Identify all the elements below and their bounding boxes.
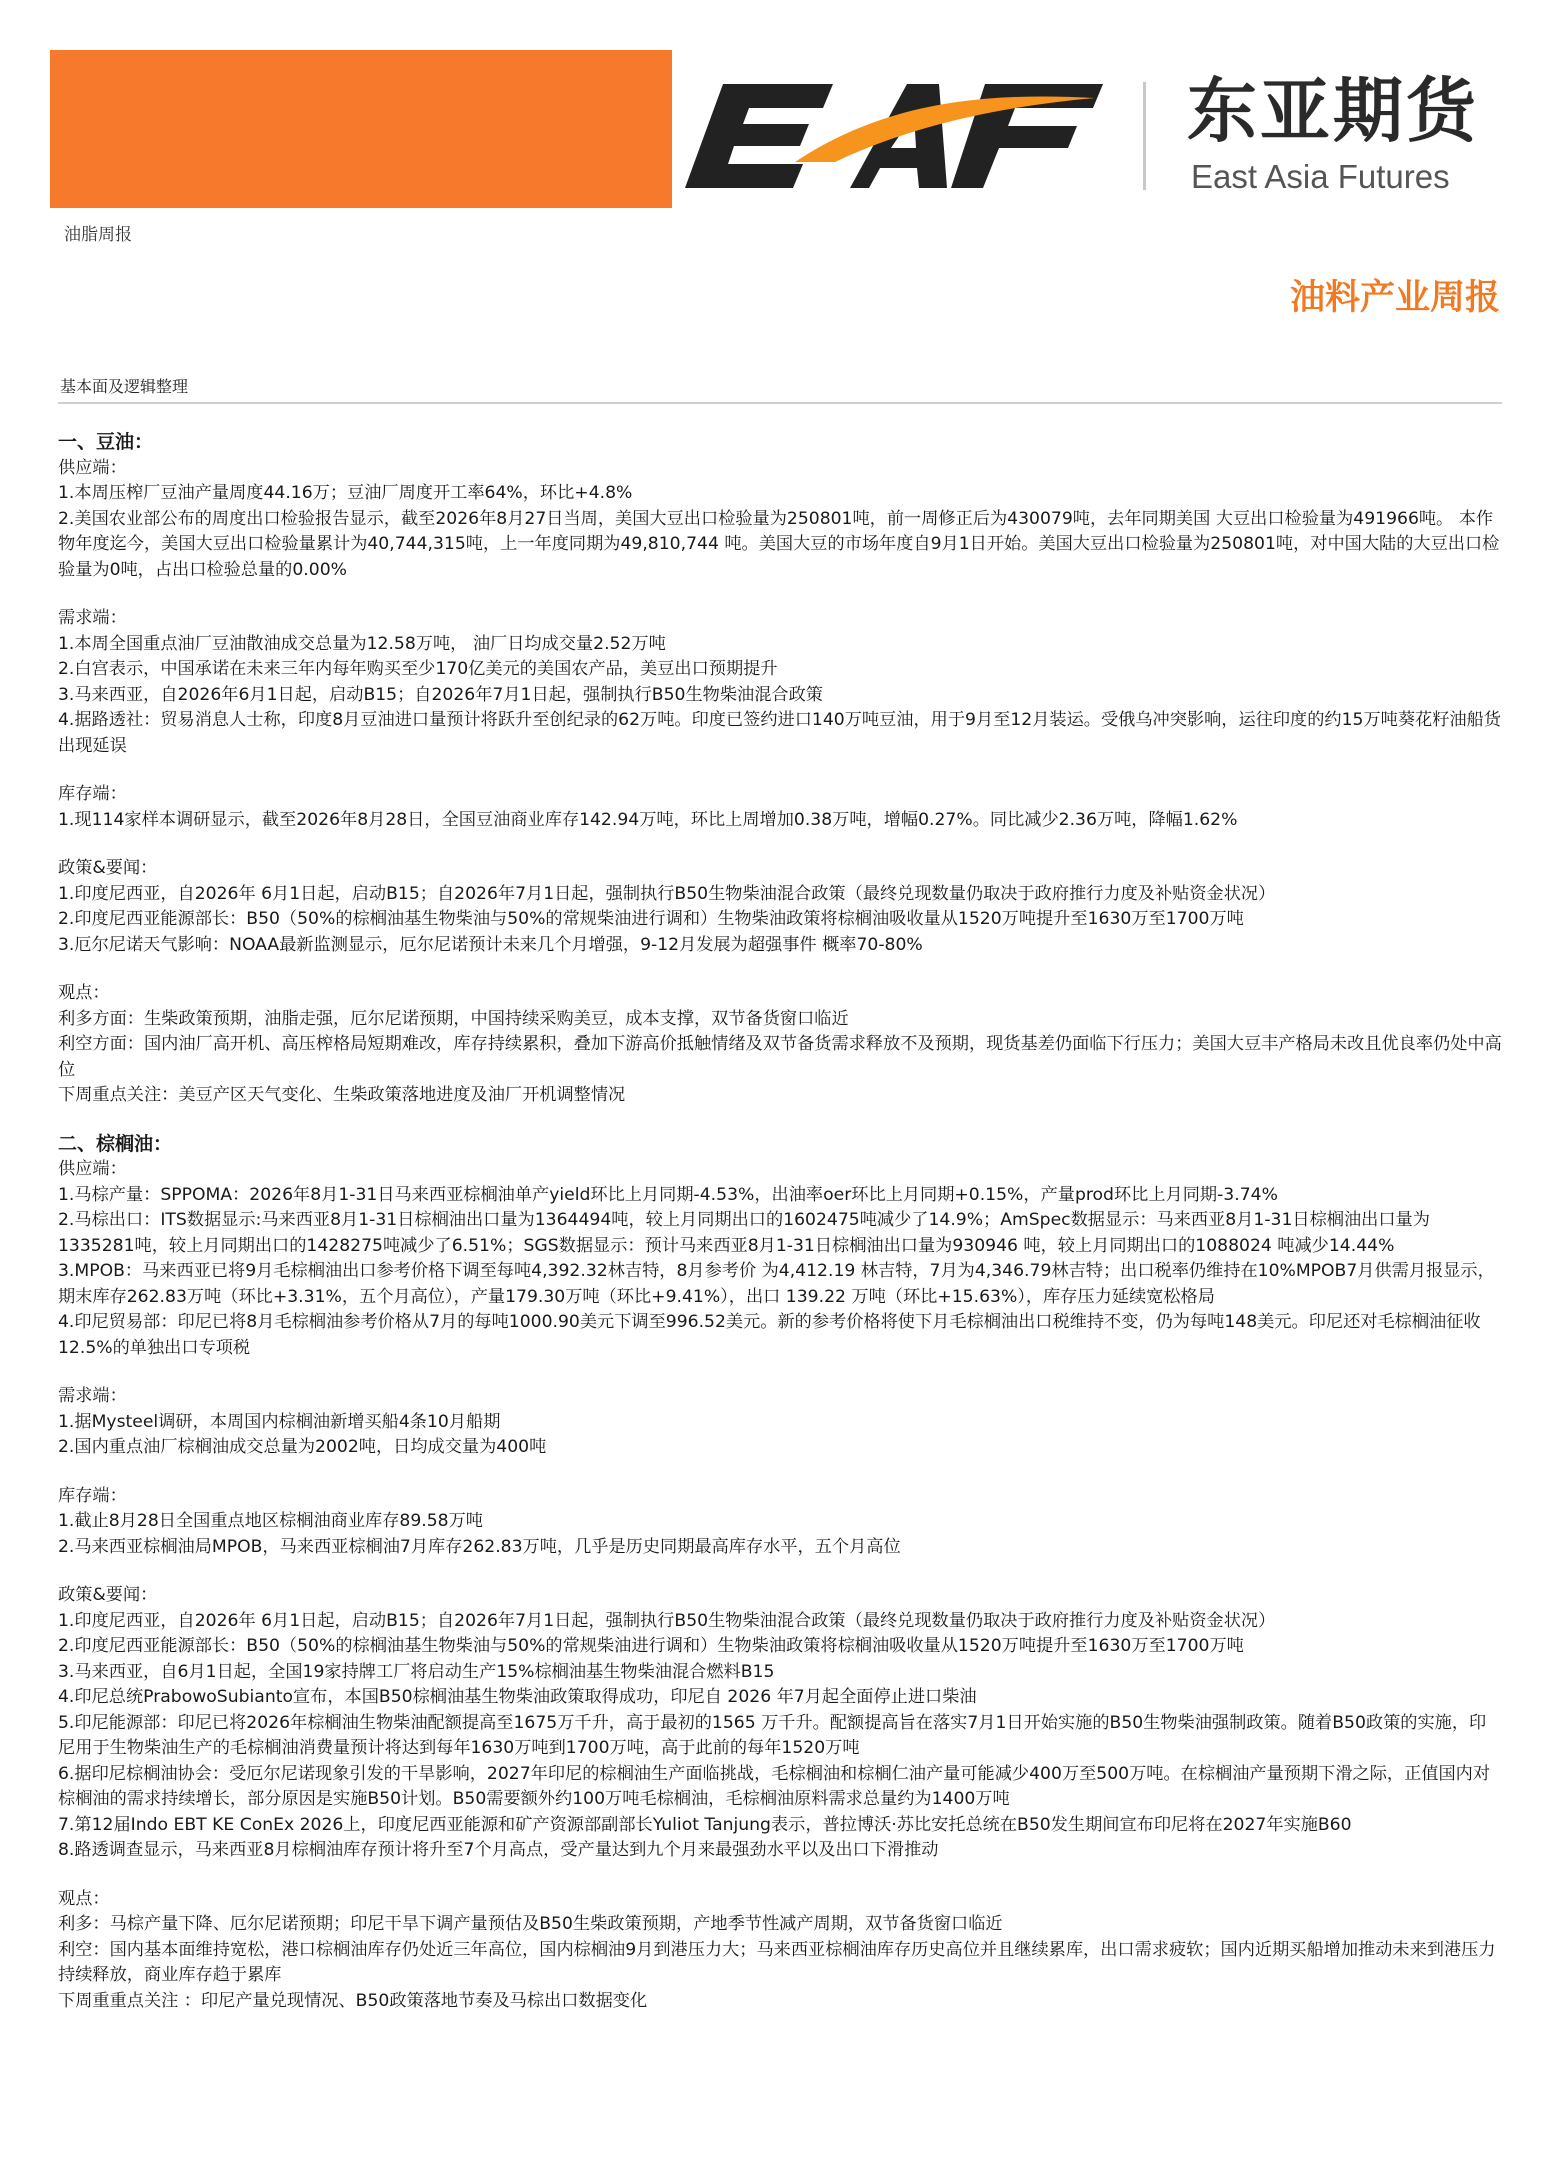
content-line: 1.印度尼西亚，自2026年 6月1日起，启动B15；自2026年7月1日起，强制执行B50生物柴油混合政策（最终兑现数量仍取决于政府推行力度及补贴资金状况） [58,1610,1276,1631]
content-line: 3.MPOB：马来西亚已将9月毛棕榈油出口参考价格下调至每吨4,392.32林吉特，8月参考价 为4,412.19 林吉特，7月为4,346.79林吉特；出口税率仍维持在10%MPOB7月供需月报显示， 期末库存262.83万吨（环比+3.31%，五个月高位），产量179.30万吨（环比+9.41%），出口 139.22 万吨（环比+15.63%），库存压力延续宽松格局 [58,1261,1495,1307]
content-line: 1.本周压榨厂豆油产量周度44.16万；豆油厂周度开工率64%，环比+4.8% [58,483,633,503]
group-label: 供应端： [58,1159,127,1179]
content-line: 3.厄尔尼诺天气影响：NOAA最新监测显示，厄尔尼诺预计未来几个月增强，9-12月发展为超强事件 概率70-80% [58,934,923,955]
content-line: 8.路透调查显示，马来西亚8月棕榈油库存预计将升至7个月高点，受产量达到九个月来最强劲水平以及出口下滑推动 [58,1840,939,1860]
content-line: 6.据印尼棕榈油协会：受厄尔尼诺现象引发的干旱影响，2027年印尼的棕榈油生产面临挑战，毛棕榈油和棕榈仁油产量可能减少400万至500万吨。在棕榈油产量预期下滑之际，正值国内对棕榈油的需求持续增长，部分原因是实施B50计划。B50需要额外约100万吨毛棕榈油，毛棕榈油原料需求总量约为1400万吨 [58,1763,1491,1809]
content-line: 4.印尼总统PrabowoSubianto宣布，本国B50棕榈油基生物柴油政策取得成功，印尼自 2026 年7月起全面停止进口柴油 [58,1687,977,1707]
content-line: 2.马棕出口：ITS数据显示:马来西亚8月1-31日棕榈油出口量为1364494吨，较上月同期出口的1602475吨减少了14.9%；AmSpec数据显示：马来西亚8月1-31日棕榈油出口量为1335281吨，较上月同期出口的1428275吨减少了6.51%；SGS数据显示：预计马来西亚8月1-31日棕榈油出口量为930946 吨，较上月同期出口的1088024 吨减少14.44% [58,1210,1430,1256]
content-line: 1.本周全国重点油厂豆油散油成交总量为12.58万吨， 油厂日均成交量2.52万吨 [58,633,666,654]
content-group [58,1484,1502,1561]
content-line: 下周重点关注：美豆产区天气变化、生柴政策落地进度及油厂开机调整情况 [58,1085,626,1105]
content-line: 利多：马棕产量下降、厄尔尼诺预期；印尼干旱下调产量预估及B50生柴政策预期，产地季节性减产周期，双节备货窗口临近 [58,1914,1003,1934]
group-label: 供应端： [58,457,127,478]
content-line: 1.印度尼西亚，自2026年 6月1日起，启动B15；自2026年7月1日起，强制执行B50生物柴油混合政策（最终兑现数量仍取决于政府推行力度及补贴资金状况） [58,883,1276,904]
content-group [58,856,1502,958]
section-title: 一、豆油： [58,431,154,453]
header-orange-block [50,50,672,208]
report-section [58,1132,1502,2015]
content-line: 下周重重点关注 ：印尼产量兑现情况、B50政策落地节奏及马棕出口数据变化 [58,1990,648,2011]
content-line: 2.白宫表示，中国承诺在未来三年内每年购买至少170亿美元的美国农产品，美豆出口预期提升 [58,659,778,679]
group-label: 库存端： [58,1485,127,1506]
group-label: 需求端： [58,608,127,628]
content-line: 2.马来西亚棕榈油局MPOB，马来西亚棕榈油7月库存262.83万吨，几乎是历史同期最高库存水平，五个月高位 [58,1536,901,1557]
content-group [58,606,1502,759]
content-group [58,1583,1502,1864]
content-group [58,981,1502,1109]
content-line: 4.印尼贸易部：印尼已将8月毛棕榈油参考价格从7月的每吨1000.90美元下调至996.52美元。新的参考价格将使下月毛棕榈油出口税维持不变，仍为每吨148美元。印尼还对毛棕榈油征收12.5%的单独出口专项税 [58,1312,1481,1358]
group-label: 观点： [58,983,110,1003]
group-label: 库存端： [58,784,127,804]
content-line: 1.现114家样本调研显示，截至2026年8月28日，全国豆油商业库存142.94万吨，环比上周增加0.38万吨，增幅0.27%。同比减少2.36万吨，降幅1.62% [58,809,1238,830]
content-line: 2.印度尼西亚能源部长：B50（50%的棕榈油基生物柴油与50%的常规柴油进行调和）生物柴油政策将棕榈油吸收量从1520万吨提升至1630万至1700万吨 [58,909,1244,929]
logo-english-name: East Asia Futures [1191,158,1450,195]
content-group [58,1157,1502,1361]
logo-divider [1143,82,1146,190]
content-group [58,782,1502,833]
logo-chinese-name: 东亚期货 [1187,70,1479,152]
group-label: 观点： [58,1888,110,1909]
content-line: 2.美国农业部公布的周度出口检验报告显示，截至2026年8月27日当周，美国大豆出口检验量为250801吨，前一周修正后为430079吨，去年同期美国 大豆出口检验量为491966吨。 本作物年度迄今，美国大豆出口检验量累计为40,744,315吨，上一年度同期为49,810,744 吨。美国大豆的市场年度自9月1日开始。美国大豆出口检验量为250801吨，对中国大陆的大豆出口检验量为0吨，占出口检验总量的0.00% [58,508,1500,580]
content-line: 1.截止8月28日全国重点地区棕榈油商业库存89.58万吨 [58,1511,483,1531]
content-line: 2.国内重点油厂棕榈油成交总量为2002吨，日均成交量为400吨 [58,1437,547,1457]
content-line: 2.印度尼西亚能源部长：B50（50%的棕榈油基生物柴油与50%的常规柴油进行调和）生物柴油政策将棕榈油吸收量从1520万吨提升至1630万至1700万吨 [58,1636,1244,1656]
divider-line [58,402,1502,404]
content-group [58,1887,1502,2015]
group-label: 政策&要闻： [58,1585,158,1605]
content-group [58,456,1502,584]
report-category: 油脂周报 [64,225,132,245]
content-line: 利空：国内基本面维持宽松，港口棕榈油库存仍处近三年高位，国内棕榈油9月到港压力大；马来西亚棕榈油库存历史高位并且继续累库，出口需求疲软；国内近期买船增加推动未来到港压力持续释放，商业库存趋于累库 [58,1939,1496,1985]
content-line: 5.印尼能源部：印尼已将2026年棕榈油生物柴油配额提高至1675万千升，高于最初的1565 万千升。配额提高旨在落实7月1日开始实施的B50生物柴油强制政策。随着B50政策的实施，印尼用于生物柴油生产的毛棕榈油消费量预计将达到每年1630万吨到1700万吨，高于此前的每年1520万吨 [58,1712,1487,1758]
content-line: 4.据路透社：贸易消息人士称，印度8月豆油进口量预计将跃升至创纪录的62万吨。印度已签约进口140万吨豆油，用于9月至12月装运。受俄乌冲突影响，运往印度的约15万吨葵花籽油船货出现延误 [58,710,1501,756]
content-line: 3.马来西亚，自2026年6月1日起，启动B15；自2026年7月1日起，强制执行B50生物柴油混合政策 [58,684,823,705]
section-subtitle: 基本面及逻辑整理 [60,377,189,396]
content-line: 3.马来西亚，自6月1日起，全国19家持牌工厂将启动生产15%棕榈油基生物柴油混合燃料B15 [58,1661,775,1682]
report-title: 油料产业周报 [1289,278,1500,318]
company-logo [685,72,1505,212]
content-line: 利空方面：国内油厂高开机、高压榨格局短期难改，库存持续累积，叠加下游高价抵触情绪及双节备货需求释放不及预期，现货基差仍面临下行压力；美国大豆丰产格局未改且优良率仍处中高位 [58,1034,1502,1080]
group-label: 需求端： [58,1386,127,1406]
eaf-logo-icon [685,72,1115,202]
content-line: 7.第12届Indo EBT KE ConEx 2026上，印度尼西亚能源和矿产资源部副部长Yuliot Tanjung表示，普拉博沃·苏比安托总统在B50发生期间宣布印尼将在2027年实施B60 [58,1814,1352,1835]
content-line: 利多方面：生柴政策预期，油脂走强，厄尔尼诺预期，中国持续采购美豆，成本支撑，双节备货窗口临近 [58,1008,849,1029]
report-section [58,430,1502,1109]
group-label: 政策&要闻： [58,858,158,878]
content-line: 1.据Mysteel调研，本周国内棕榈油新增买船4条10月船期 [58,1411,501,1432]
section-title: 二、棕榈油： [58,1132,173,1155]
report-body [58,424,1502,2037]
content-line: 1.马棕产量：SPPOMA：2026年8月1-31日马来西亚棕榈油单产yield环比上月同期-4.53%，出油率oer环比上月同期+0.15%，产量prod环比上月同期-3.74% [58,1184,1278,1205]
content-group [58,1384,1502,1461]
